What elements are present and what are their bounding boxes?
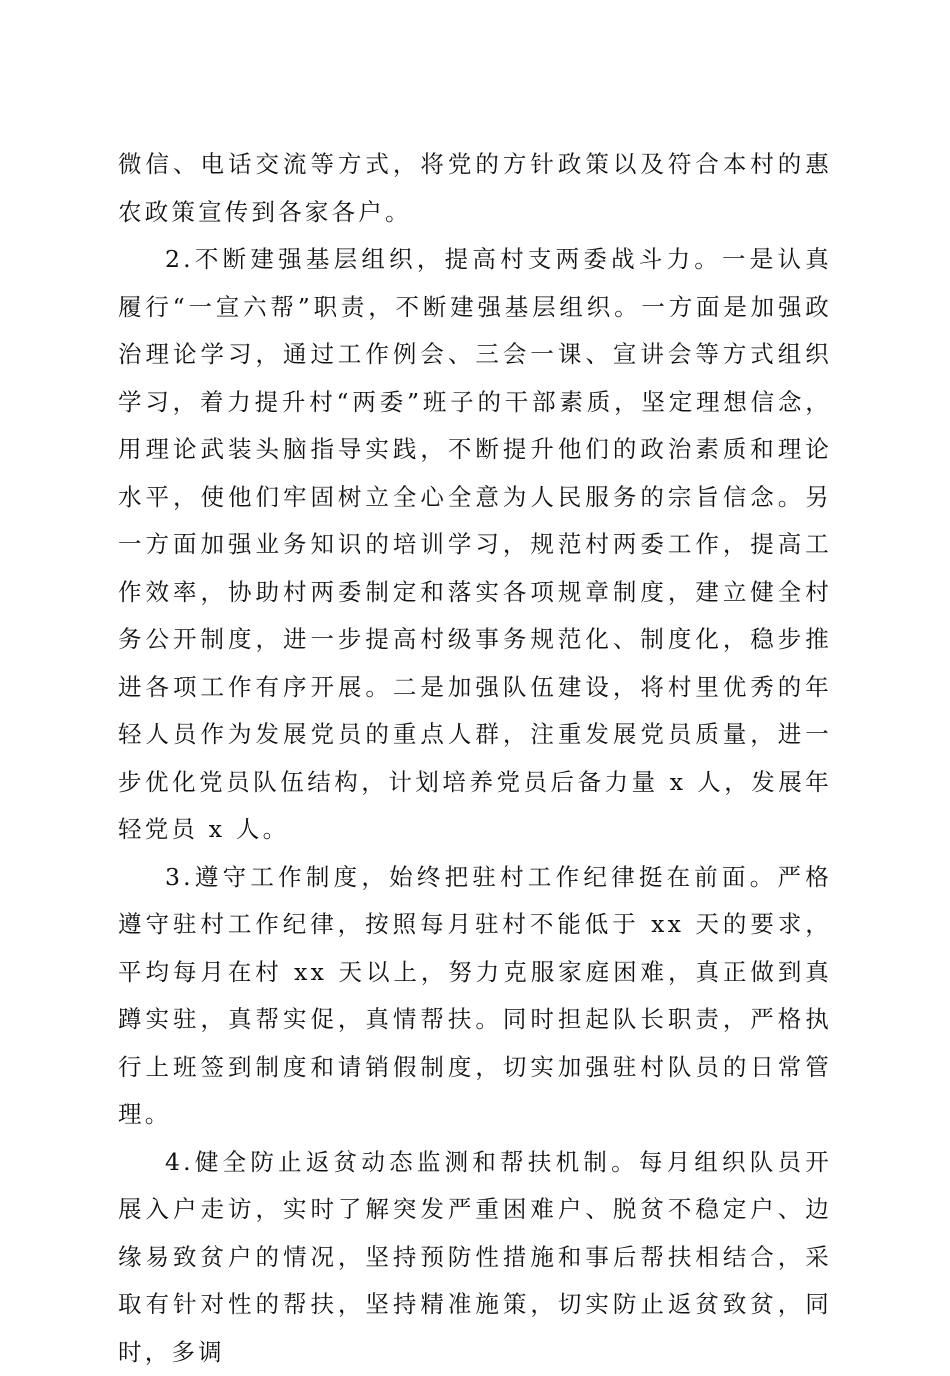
paragraph-item-3: 3.遵守工作制度，始终把驻村工作纪律挺在前面。严格遵守驻村工作纪律，按照每月驻村不能低于 xx 天的要求，平均每月在村 xx 天以上，努力克服家庭困难，真正做到真蹲实驻，真帮实促，真情帮扶。同时担起队长职责，严格执行上班签到制度和请销假制度，切实加强驻村队员的日常管理。 [118,854,832,1139]
paragraph-item-2: 2.不断建强基层组织，提高村支两委战斗力。一是认真履行“一宣六帮”职责，不断建强基层组织。一方面是加强政治理论学习，通过工作例会、三会一课、宣讲会等方式组织学习，着力提升村“两委”班子的干部素质，坚定理想信念，用理论武装头脑指导实践，不断提升他们的政治素质和理论水平，使他们牢固树立全心全意为人民服务的宗旨信念。另一方面加强业务知识的培训学习，规范村两委工作，提高工作效率，协助村两委制定和落实各项规章制度，建立健全村务公开制度，进一步提高村级事务规范化、制度化，稳步推进各项工作有序开展。二是加强队伍建设，将村里优秀的年轻人员作为发展党员的重点人群，注重发展党员质量，进一步优化党员队伍结构，计划培养党员后备力量 x 人，发展年轻党员 x 人。 [118,236,832,854]
document-body [118,141,832,1376]
paragraph-item-4: 4.健全防止返贫动态监测和帮扶机制。每月组织队员开展入户走访，实时了解突发严重困难户、脱贫不稳定户、边缘易致贫户的情况，坚持预防性措施和事后帮扶相结合，采取有针对性的帮扶，坚持精准施策，切实防止返贫致贫，同时，多调 [118,1139,832,1376]
paragraph-continuation: 微信、电话交流等方式，将党的方针政策以及符合本村的惠农政策宣传到各家各户。 [118,141,832,236]
